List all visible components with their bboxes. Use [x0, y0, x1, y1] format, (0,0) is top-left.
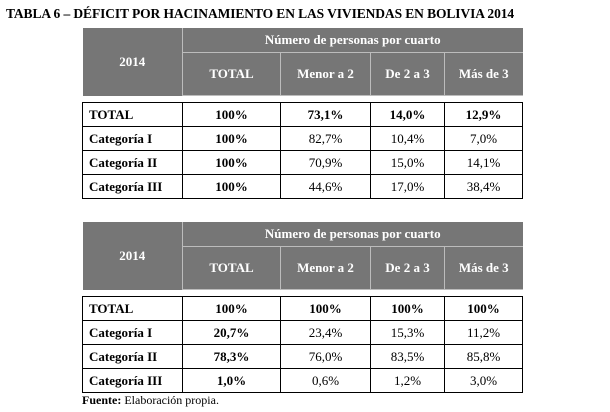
table-row: [83, 321, 523, 345]
table-2-col-menor-a-2: Menor a 2: [281, 247, 371, 290]
table-1-year: 2014: [83, 28, 183, 96]
table-row: [83, 151, 523, 175]
table-1-col-menor-a-2: Menor a 2: [281, 53, 371, 96]
cell: 100%: [371, 297, 445, 321]
table-2-group-header: Número de personas por cuarto: [183, 222, 523, 247]
cell: 100%: [183, 151, 281, 175]
cell: 10,4%: [371, 127, 445, 151]
row-label: TOTAL: [83, 297, 183, 321]
row-label: Categoría I: [83, 127, 183, 151]
row-label: Categoría II: [83, 151, 183, 175]
table-2-col-total: TOTAL: [183, 247, 281, 290]
cell: 0,6%: [281, 369, 371, 393]
table-1-group-header: Número de personas por cuarto: [183, 28, 523, 53]
cell: 15,0%: [371, 151, 445, 175]
table-row: [83, 369, 523, 393]
cell: 83,5%: [371, 345, 445, 369]
cell: 100%: [281, 297, 371, 321]
row-label: Categoría III: [83, 175, 183, 199]
cell: 1,2%: [371, 369, 445, 393]
cell: 20,7%: [183, 321, 281, 345]
table-1: [82, 28, 523, 199]
cell: 1,0%: [183, 369, 281, 393]
cell: 38,4%: [445, 175, 523, 199]
cell: 78,3%: [183, 345, 281, 369]
cell: 15,3%: [371, 321, 445, 345]
cell: 14,0%: [371, 103, 445, 127]
cell: 12,9%: [445, 103, 523, 127]
cell: 100%: [183, 127, 281, 151]
cell: 73,1%: [281, 103, 371, 127]
row-label: Categoría I: [83, 321, 183, 345]
table-2-col-de-2-a-3: De 2 a 3: [371, 247, 445, 290]
cell: 100%: [183, 103, 281, 127]
row-label: Categoría II: [83, 345, 183, 369]
table-title: TABLA 6 – DÉFICIT POR HACINAMIENTO EN LAS VIVIENDAS EN BOLIVIA 2014: [6, 6, 515, 21]
cell: 14,1%: [445, 151, 523, 175]
table-2-year: 2014: [83, 222, 183, 290]
cell: 70,9%: [281, 151, 371, 175]
cell: 100%: [183, 175, 281, 199]
table-1-col-de-2-a-3: De 2 a 3: [371, 53, 445, 96]
table-row: [83, 127, 523, 151]
table-2-col-mas-de-3: Más de 3: [445, 247, 523, 290]
cell: 11,2%: [445, 321, 523, 345]
cell: 82,7%: [281, 127, 371, 151]
table-row: [83, 103, 523, 127]
row-label: TOTAL: [83, 103, 183, 127]
table-2: [82, 222, 523, 393]
cell: 100%: [445, 297, 523, 321]
table-row: [83, 345, 523, 369]
cell: 23,4%: [281, 321, 371, 345]
table-row: [83, 175, 523, 199]
source-text: Elaboración propia.: [124, 393, 219, 407]
cell: 44,6%: [281, 175, 371, 199]
source-label: Fuente:: [82, 393, 122, 407]
cell: 100%: [183, 297, 281, 321]
table-1-col-total: TOTAL: [183, 53, 281, 96]
cell: 7,0%: [445, 127, 523, 151]
cell: 17,0%: [371, 175, 445, 199]
cell: 3,0%: [445, 369, 523, 393]
table-1-col-mas-de-3: Más de 3: [445, 53, 523, 96]
source-note: [82, 393, 219, 408]
row-label: Categoría III: [83, 369, 183, 393]
cell: 76,0%: [281, 345, 371, 369]
cell: 85,8%: [445, 345, 523, 369]
table-row: [83, 297, 523, 321]
